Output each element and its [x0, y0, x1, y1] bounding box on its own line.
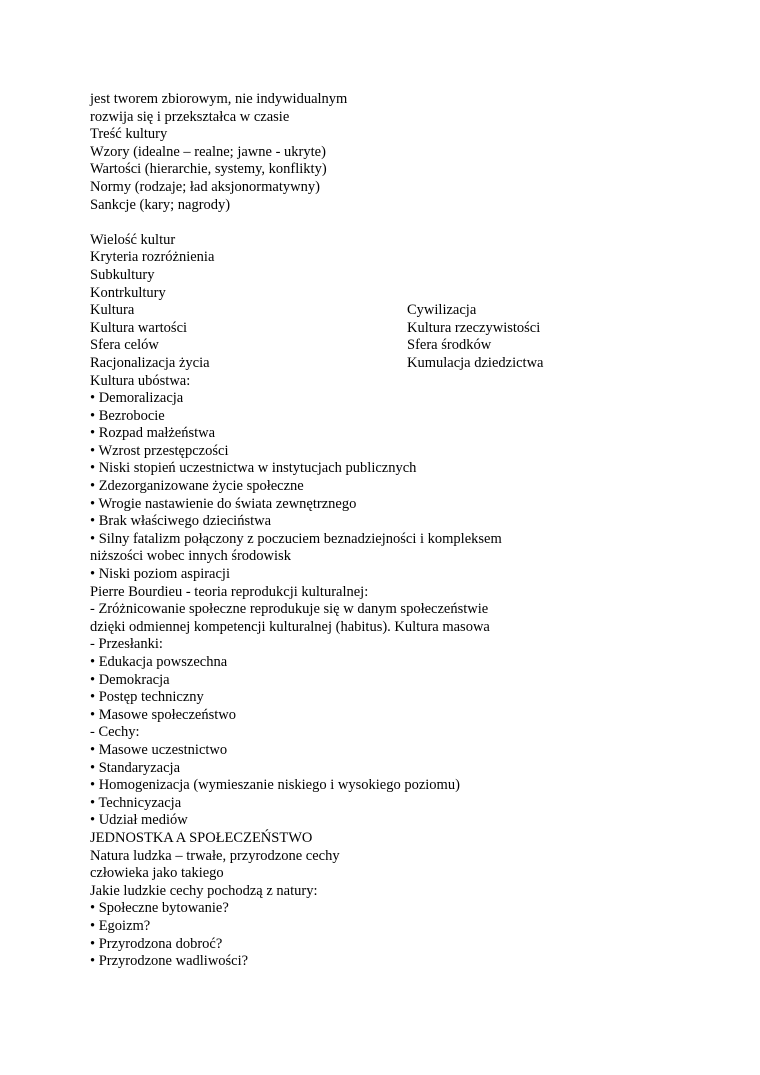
- text-line: Wielość kultur: [90, 231, 176, 248]
- text-line: • Rozpad małżeństwa: [90, 425, 216, 442]
- text-line: rozwija się i przekształca w czasie: [90, 108, 290, 125]
- text-line: Normy (rodzaje; ład aksjonormatywny): [90, 178, 320, 195]
- text-line: • Egoizm?: [90, 917, 151, 934]
- text-line: jest tworem zbiorowym, nie indywidualnym: [90, 91, 348, 107]
- comparison-row: [90, 337, 730, 355]
- text-line: • Niski stopień uczestnictwa w instytucjach publicznych: [90, 460, 417, 477]
- blank-line: [90, 214, 730, 232]
- text-line: Treść kultury: [90, 126, 168, 143]
- text-line: • Demokracja: [90, 671, 170, 688]
- text-line: • Brak właściwego dzieciństwa: [90, 513, 272, 530]
- comparison-left: Racjonalizacja życia: [90, 354, 210, 371]
- text-line: • Społeczne bytowanie?: [90, 900, 229, 917]
- text-line: • Masowe społeczeństwo: [90, 706, 237, 723]
- text-line: Jakie ludzkie cechy pochodzą z natury:: [90, 882, 318, 899]
- text-line: • Udział mediów: [90, 812, 188, 829]
- text-line: Wzory (idealne – realne; jawne - ukryte): [90, 143, 326, 160]
- text-line: • Wzrost przestępczości: [90, 442, 229, 459]
- comparison-left: Kultura: [90, 302, 135, 319]
- text-line: - Przesłanki:: [90, 636, 163, 653]
- text-line: • Niski poziom aspiracji: [90, 566, 230, 583]
- text-line: • Standaryzacja: [90, 759, 181, 776]
- comparison-right: Kultura rzeczywistości: [407, 319, 541, 336]
- text-line: • Postęp techniczny: [90, 689, 204, 706]
- text-line: • Bezrobocie: [90, 407, 165, 424]
- comparison-row: [90, 355, 730, 373]
- text-line: Wartości (hierarchie, systemy, konflikty): [90, 161, 327, 178]
- text-line: Sankcje (kary; nagrody): [90, 196, 231, 213]
- comparison-left: Kultura wartości: [90, 319, 188, 336]
- text-line: człowieka jako takiego: [90, 865, 224, 882]
- intro-section: [90, 91, 730, 214]
- comparison-left: Sfera celów: [90, 337, 159, 354]
- text-line: Kryteria rozróżnienia: [90, 249, 215, 266]
- text-line: • Technicyzacja: [90, 794, 182, 811]
- text-line: Natura ludzka – trwałe, przyrodzone cechy: [90, 847, 340, 864]
- text-line: JEDNOSTKA A SPOŁECZEŃSTWO: [90, 829, 313, 846]
- text-line: - Zróżnicowanie społeczne reprodukuje się w danym społeczeństwie: [90, 601, 489, 618]
- text-line: dzięki odmiennej kompetencji kulturalnej (habitus). Kultura masowa: [90, 618, 490, 635]
- document-page: [90, 91, 730, 971]
- comparison-row: [90, 320, 730, 338]
- notes-section: [90, 373, 730, 971]
- text-line: • Demoralizacja: [90, 390, 184, 407]
- text-line: • Przyrodzona dobroć?: [90, 935, 223, 952]
- comparison-right: Cywilizacja: [407, 302, 477, 319]
- text-line: Pierre Bourdieu - teoria reprodukcji kulturalnej:: [90, 583, 369, 600]
- text-line: niższości wobec innych środowisk: [90, 548, 291, 565]
- text-line: • Zdezorganizowane życie społeczne: [90, 478, 304, 495]
- text-line: • Silny fatalizm połączony z poczuciem beznadziejności i kompleksem: [90, 530, 502, 547]
- text-line: • Edukacja powszechna: [90, 654, 228, 670]
- comparison-row: [90, 302, 730, 320]
- comparison-section: [90, 302, 730, 372]
- text-line: Kontrkultury: [90, 284, 166, 301]
- text-line: - Cechy:: [90, 724, 140, 741]
- text-line: • Wrogie nastawienie do świata zewnętrznego: [90, 495, 357, 512]
- comparison-right: Kumulacja dziedzictwa: [407, 354, 544, 371]
- text-line: • Przyrodzone wadliwości?: [90, 953, 249, 970]
- comparison-right: Sfera środków: [407, 337, 492, 354]
- text-line: Kultura ubóstwa:: [90, 372, 191, 389]
- text-line: Subkultury: [90, 266, 155, 283]
- variety-section: [90, 232, 730, 302]
- text-line: • Homogenizacja (wymieszanie niskiego i wysokiego poziomu): [90, 777, 460, 794]
- text-line: • Masowe uczestnictwo: [90, 741, 228, 758]
